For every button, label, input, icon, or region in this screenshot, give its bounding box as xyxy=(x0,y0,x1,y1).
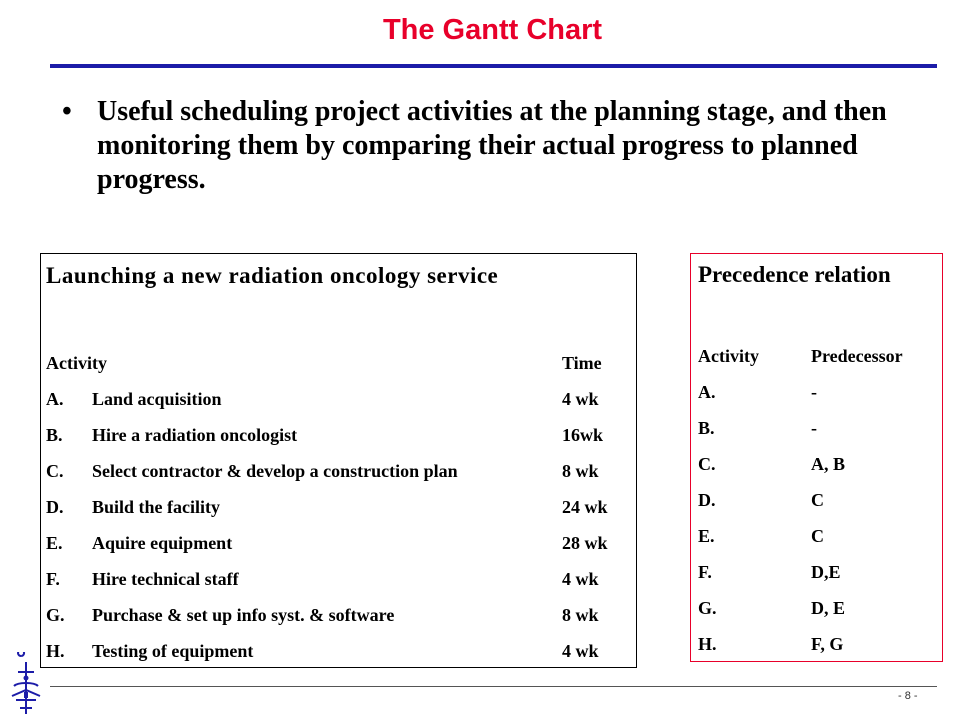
institution-logo-icon xyxy=(8,652,44,718)
predecessor-value: C xyxy=(811,526,824,546)
predecessor-column-header: Predecessor xyxy=(811,346,903,366)
precedence-row xyxy=(698,597,938,619)
predecessor-value: - xyxy=(811,418,817,438)
slide-title: The Gantt Chart xyxy=(382,14,603,46)
activity-name: Hire a radiation oncologist xyxy=(92,425,298,445)
predecessor-value: D,E xyxy=(811,562,841,582)
activity-letter: E. xyxy=(698,526,715,546)
precedence-row xyxy=(698,381,938,403)
activity-row xyxy=(46,640,631,662)
activity-time: 4 wk xyxy=(562,641,599,661)
activity-row xyxy=(46,532,631,554)
predecessor-value: D, E xyxy=(811,598,846,618)
bullet-text: Useful scheduling project activities at the planning stage, and then monitoring them by comparing their actual progress to planned progress. xyxy=(97,96,887,195)
activity-row xyxy=(46,496,631,518)
activity-letter: E. xyxy=(46,533,63,553)
precedence-row xyxy=(698,417,938,439)
activity-name: Testing of equipment xyxy=(92,641,254,661)
activity-letter: H. xyxy=(698,634,717,654)
activity-letter: B. xyxy=(46,425,63,445)
activity-time: 4 wk xyxy=(562,389,599,409)
precedence-header-row xyxy=(698,345,938,367)
title-divider xyxy=(50,64,937,68)
footer-divider xyxy=(50,686,937,687)
bullet-point xyxy=(62,95,912,197)
predecessor-value: C xyxy=(811,490,824,510)
activity-row xyxy=(46,424,631,446)
activity-row xyxy=(46,388,631,410)
activity-letter: G. xyxy=(46,605,65,625)
page-number: - 8 - xyxy=(898,690,918,702)
activity-letter: C. xyxy=(698,454,716,474)
time-column-header: Time xyxy=(562,353,602,373)
activity-name: Land acquisition xyxy=(92,389,222,409)
activity-name: Build the facility xyxy=(92,497,221,517)
activity-letter: B. xyxy=(698,418,715,438)
activities-table-title: Launching a new radiation oncology service xyxy=(46,263,499,288)
activities-header-row xyxy=(46,352,631,374)
activity-time: 28 wk xyxy=(562,533,608,553)
activity-column-header: Activity xyxy=(698,346,759,366)
activity-letter: F. xyxy=(698,562,712,582)
precedence-table-title: Precedence relation xyxy=(698,262,891,287)
activity-letter: A. xyxy=(698,382,716,402)
activity-letter: D. xyxy=(46,497,64,517)
precedence-row xyxy=(698,525,938,547)
activity-time: 8 wk xyxy=(562,461,599,481)
precedence-row xyxy=(698,561,938,583)
predecessor-value: - xyxy=(811,382,817,402)
activity-letter: A. xyxy=(46,389,64,409)
activity-name: Purchase & set up info syst. & software xyxy=(92,605,395,625)
precedence-table xyxy=(690,253,943,662)
activity-letter: C. xyxy=(46,461,64,481)
activity-row xyxy=(46,460,631,482)
predecessor-value: F, G xyxy=(811,634,844,654)
activity-time: 16wk xyxy=(562,425,604,445)
activity-time: 4 wk xyxy=(562,569,599,589)
predecessor-value: A, B xyxy=(811,454,846,474)
activity-letter: H. xyxy=(46,641,65,661)
activity-name: Hire technical staff xyxy=(92,569,239,589)
activity-letter: D. xyxy=(698,490,716,510)
activity-name: Aquire equipment xyxy=(92,533,233,553)
bullet-marker: • xyxy=(62,96,72,127)
activity-name: Select contractor & develop a construction plan xyxy=(92,461,458,481)
activity-letter: G. xyxy=(698,598,717,618)
activities-table xyxy=(40,253,637,668)
precedence-row xyxy=(698,453,938,475)
activity-time: 24 wk xyxy=(562,497,608,517)
activity-column-header: Activity xyxy=(46,353,107,373)
activity-letter: F. xyxy=(46,569,60,589)
activity-row xyxy=(46,604,631,626)
activity-row xyxy=(46,568,631,590)
precedence-row xyxy=(698,633,938,655)
precedence-row xyxy=(698,489,938,511)
activity-time: 8 wk xyxy=(562,605,599,625)
